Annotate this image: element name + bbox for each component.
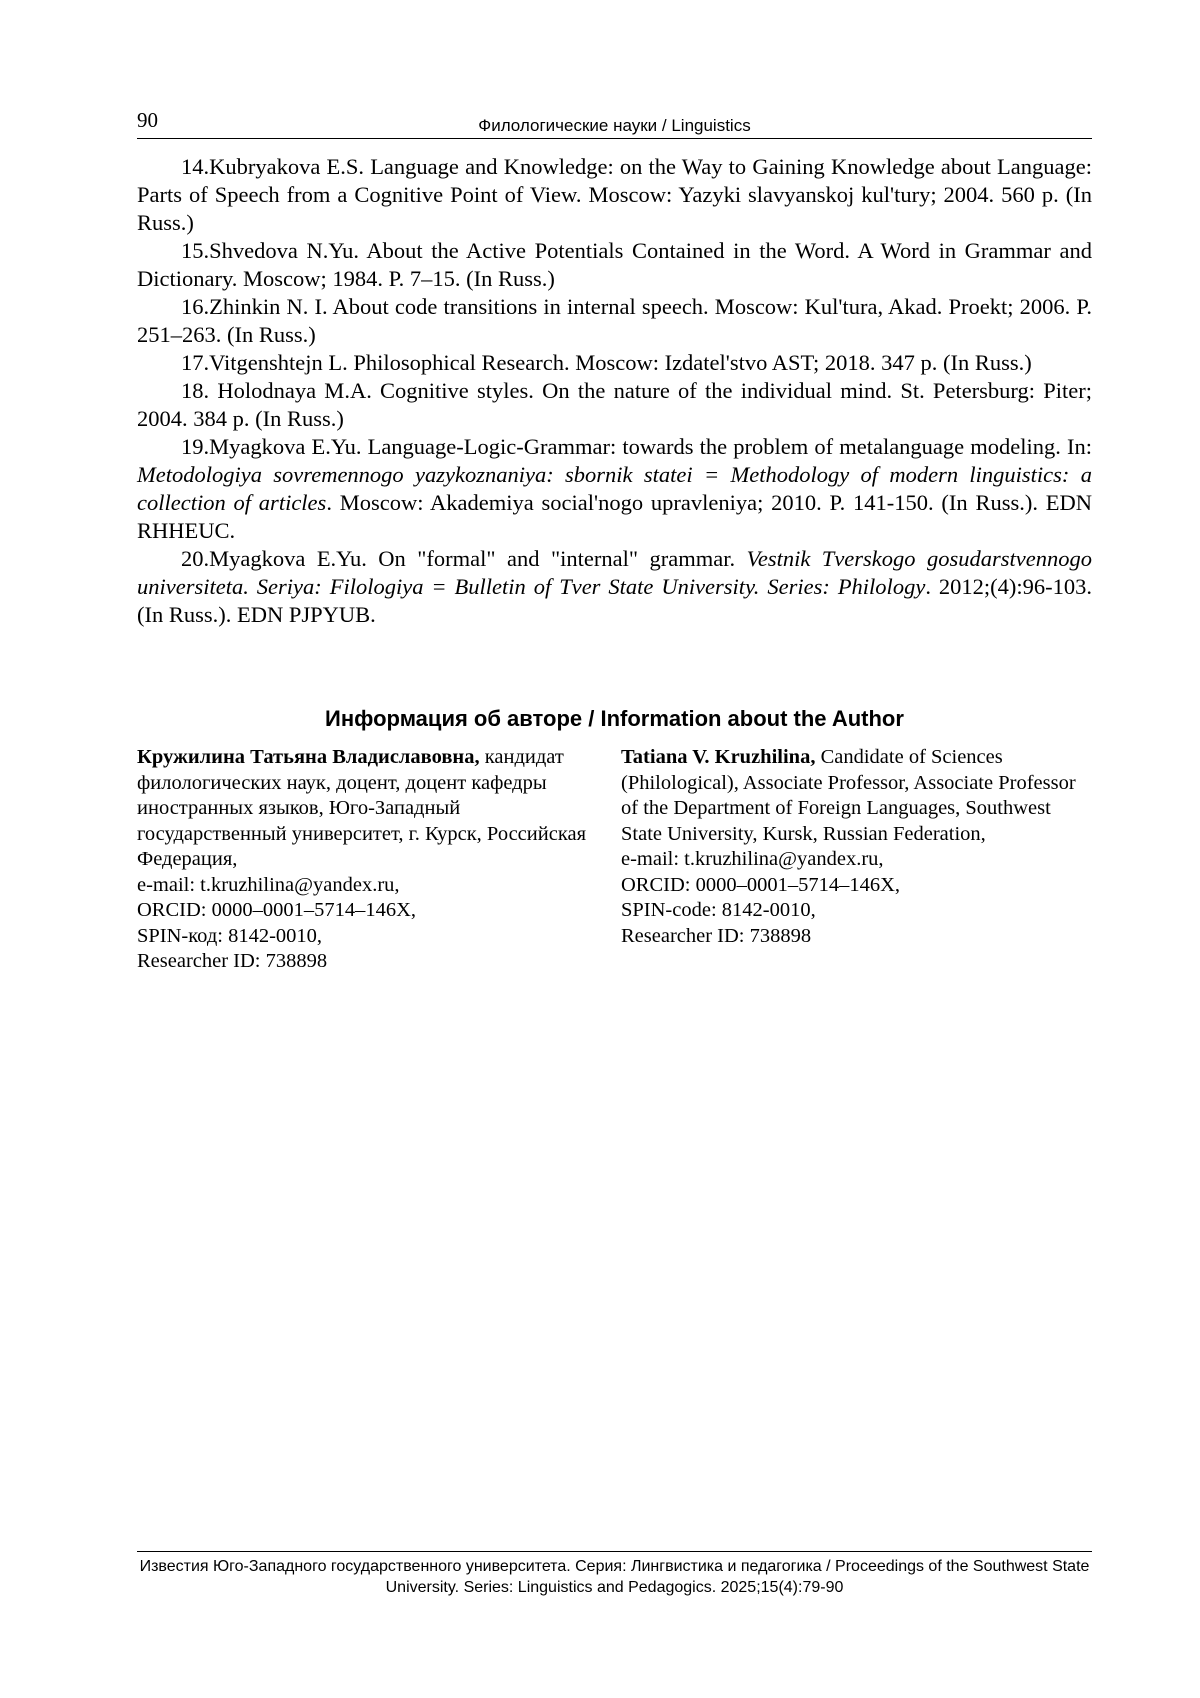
author-info-english (621, 745, 1091, 949)
author-description-ru: кандидат филологических наук, доцент, доцент кафедры иностранных языков, Юго-Западный государственный университет, г. Курск, Российская Федерация, (137, 746, 586, 870)
reference-item-17: 17.Vitgenshtejn L. Philosophical Research. Moscow: Izdatel'stvo AST; 2018. 347 p. (In Russ.) (181, 350, 1032, 375)
author-orcid-en: ORCID: 0000–0001–5714–146X, (621, 873, 901, 896)
reference-item-15: 15.Shvedova N.Yu. About the Active Potentials Contained in the Word. A Word in Grammar and Dictionary. Moscow; 1984. P. 7–15. (In Russ.) (137, 238, 1092, 291)
author-info-heading: Информация об авторе / Information about the Author (325, 706, 904, 731)
author-spin-ru: SPIN-код: 8142-0010, (137, 924, 323, 947)
author-name-ru: Кружилина Татьяна Владиславовна, (137, 746, 480, 768)
author-info-russian (137, 745, 589, 975)
page-footer-citation: Известия Юго-Западного государственного университета. Серия: Лингвистика и педагогика / Proceedings of the Southwest State University. Series: Linguistics and Pedagogics. 2025;15(4):79-90 (137, 1551, 1092, 1598)
author-name-en: Tatiana V. Kruzhilina, (621, 746, 816, 768)
author-researcher-id-en: Researcher ID: 738898 (621, 924, 812, 947)
author-bio-en (621, 745, 1091, 847)
author-researcher-id-ru: Researcher ID: 738898 (137, 950, 328, 972)
author-bio-ru (137, 745, 589, 873)
author-spin-en: SPIN-code: 8142-0010, (621, 899, 816, 921)
author-email-en: e-mail: t.kruzhilina@yandex.ru, (621, 848, 884, 870)
reference-item-18: 18. Holodnaya M.A. Cognitive styles. On the nature of the individual mind. St. Petersburg: Piter; 2004. 384 p. (In Russ.) (137, 378, 1092, 431)
reference-item-16: 16.Zhinkin N. I. About code transitions in internal speech. Moscow: Kul'tura, Akad. Proekt; 2006. P. 251–263. (In Russ.) (137, 294, 1092, 347)
author-description-en: Candidate of Sciences (Philological), Associate Professor, Associate Professor of the Department of Foreign Languages, Southwest State University, Kursk, Russian Federation, (621, 746, 1076, 845)
page-header (137, 104, 1092, 139)
reference-item-20: 20.Myagkova E.Yu. On "formal" and "internal" grammar. Vestnik Tverskogo gosudarstvennogo universiteta. Seriya: Filologiya = Bulletin of Tver State University. Series: Philology. 2012;(4):96-103. (In Russ.). EDN PJPYUB. (137, 546, 1092, 627)
author-orcid-ru: ORCID: 0000–0001–5714–146X, (137, 899, 417, 921)
page-number: 90 (137, 108, 158, 132)
running-title: Филологические науки / Linguistics (478, 116, 751, 135)
reference-item-14: 14.Kubryakova E.S. Language and Knowledge: on the Way to Gaining Knowledge about Language: Parts of Speech from a Cognitive Point of View. Moscow: Yazyki slavyanskoj kul'tury; 2004. 560 p. (In Russ.) (137, 154, 1092, 235)
reference-list (137, 153, 1092, 629)
reference-item-19: 19.Myagkova E.Yu. Language-Logic-Grammar: towards the problem of metalanguage modeling. In: Metodologiya sovremennogo yazykoznaniya: sbornik statei = Methodology of modern linguistics: a collection of articles. Moscow: Akademiya social'nogo upravleniya; 2010. P. 141-150. (In Russ.). EDN RHHEUC. (137, 434, 1092, 543)
author-email-ru: e-mail: t.kruzhilina@yandex.ru, (137, 873, 400, 896)
